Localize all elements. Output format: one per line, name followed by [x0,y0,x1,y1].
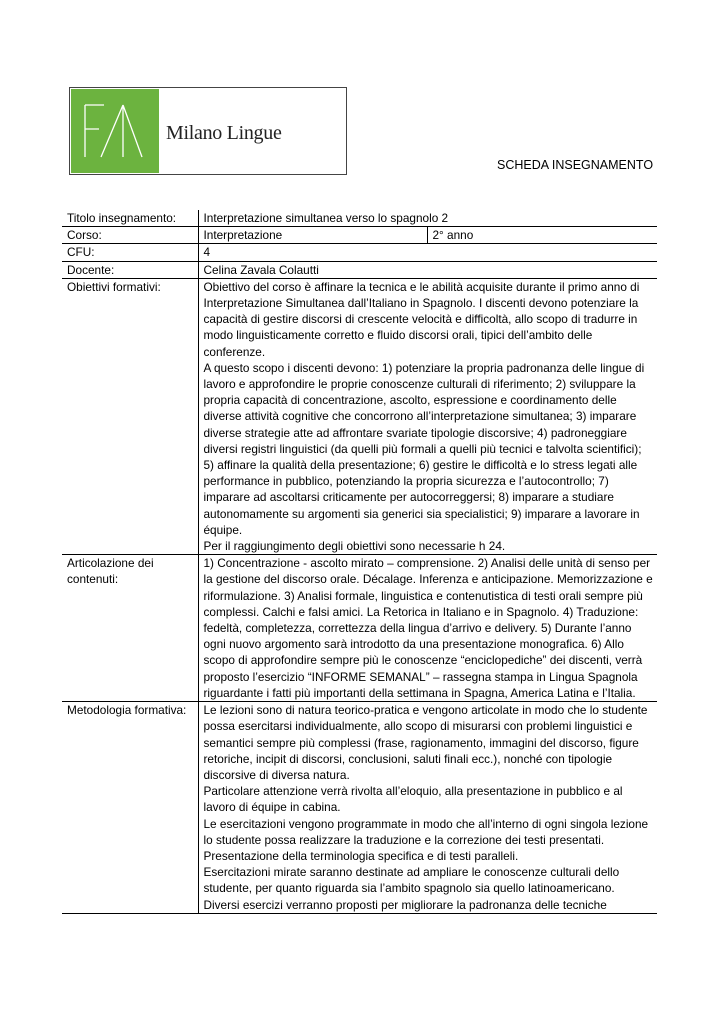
metodologia-paragraph: Esercitazioni mirate saranno destinate ad ampliare le conoscenze culturali dello studente, per quanto riguarda sia l’ambito spagnolo sia quello latinoamericano. [203,865,620,896]
logo-mark [71,89,159,173]
obiettivi-paragraph: Obiettivo del corso è affinare la tecnica e le abilità acquisite durante il primo anno di Interpretazione Simultanea dall’Italiano in Spagnolo. I discenti devono potenziare la capacità di gestire discorsi di crescente velocità e difficoltà, allo scopo di tradurre in modo linguisticamente corretto e fluido discorsi orali, tipici dell’ambito delle conferenze. [203,279,640,359]
value-corso: Interpretazione [198,227,427,244]
value-cfu: 4 [198,244,657,261]
metodologia-paragraph: Presentazione della terminologia specifica e di testi paralleli. [203,848,519,863]
row-articolazione [62,555,657,702]
metodologia-paragraph: Particolare attenzione verrà rivolta all’eloquio, alla presentazione in pubblico e al lavoro di équipe in cabina. [203,784,623,815]
obiettivi-paragraph: Per il raggiungimento degli obiettivi sono necessarie h 24. [203,539,506,554]
label-metodologia: Metodologia formativa: [62,702,198,914]
value-metodologia [198,702,657,914]
row-titolo [62,210,657,227]
row-docente [62,261,657,278]
articolazione-paragraph: 1) Concentrazione - ascolto mirato – comprensione. 2) Analisi delle unità di senso per la gestione del discorso orale. Décalage. Inferenza e anticipazione. Memorizzazione e riformulazione. 3) Analisi formale, linguistica e contenutistica di testi orali sempre più complessi. Calchi e falsi amici. La Retorica in Italiano e in Spagnolo. 4) Traduzione: fedeltà, completezza, correttezza della lingua d’arrivo e delivery. 5) Durante l’anno ogni nuovo argomento sarà introdotto da una presentazione monografica. 6) Allo scopo di approfondire sempre più le conoscenze “enciclopediche” dei discenti, verrà proposto l’esercizio “INFORME SEMANAL” – rassegna stampa in Lingua Spagnola riguardante i fatti più importanti della settimana in Spagna, America Latina e l’Italia. [203,556,653,700]
metodologia-paragraph: Le esercitazioni vengono programmate in modo che all’interno di ogni singola lezione lo studente possa realizzare la traduzione e la correzione dei testi presentati. [203,816,649,847]
logo-brand-text: Milano Lingue [166,122,282,144]
value-docente: Celina Zavala Colautti [198,261,657,278]
obiettivi-paragraph: A questo scopo i discenti devono: 1) potenziare la propria padronanza delle lingue di lavoro e approfondire le proprie conoscenze culturali di riferimento; 2) sviluppare la propria capacità di concentrazione, ascolto, espressione e coordinamento delle diverse attività cognitive che concorrono all’interpretazione simultanea; 3) imparare diverse strategie atte ad affrontare svariate tipologie discorsive; 4) padroneggiare diversi registri linguistici (da quelli più formali a quelli più tecnici e talvolta scientifici); 5) affinare la qualità della presentazione; 6) gestire le difficoltà e lo stress legati alle performance in pubblico, potenziando la propria sicurezza e l’autocontrollo; 7) imparare ad ascoltarsi criticamente per autocorreggersi; 8) imparare a studiare autonomamente su argomenti sia generici sia specialistici; 9) imparare a lavorare in équipe. [203,360,645,537]
course-info-table [62,210,657,914]
logo [69,87,347,175]
metodologia-paragraph: Diversi esercizi verranno proposti per migliorare la padronanza delle tecniche [203,897,607,912]
row-cfu [62,244,657,261]
label-cfu: CFU: [62,244,198,261]
value-articolazione [198,555,657,702]
value-obiettivi [198,278,657,554]
document-type-title: SCHEDA INSEGNAMENTO [497,158,654,172]
label-corso: Corso: [62,227,198,244]
label-articolazione: Articolazione dei contenuti: [62,555,198,702]
value-titolo: Interpretazione simultanea verso lo spagnolo 2 [198,210,657,227]
label-docente: Docente: [62,261,198,278]
fm-monogram-icon [71,89,159,173]
label-obiettivi: Obiettivi formativi: [62,278,198,554]
value-anno: 2° anno [427,227,657,244]
row-corso [62,227,657,244]
row-obiettivi [62,278,657,554]
metodologia-paragraph: Le lezioni sono di natura teorico-pratica e vengono articolate in modo che lo studente possa esercitarsi individualmente, allo scopo di misurarsi con problemi linguistici e semantici sempre più complessi (frase, ragionamento, immagini del discorso, figure retoriche, incipit di discorsi, conclusioni, saluti finali ecc.), nonché con tipologie discorsive di diversa natura. [203,703,648,782]
label-titolo: Titolo insegnamento: [62,210,198,227]
row-metodologia [62,702,657,914]
